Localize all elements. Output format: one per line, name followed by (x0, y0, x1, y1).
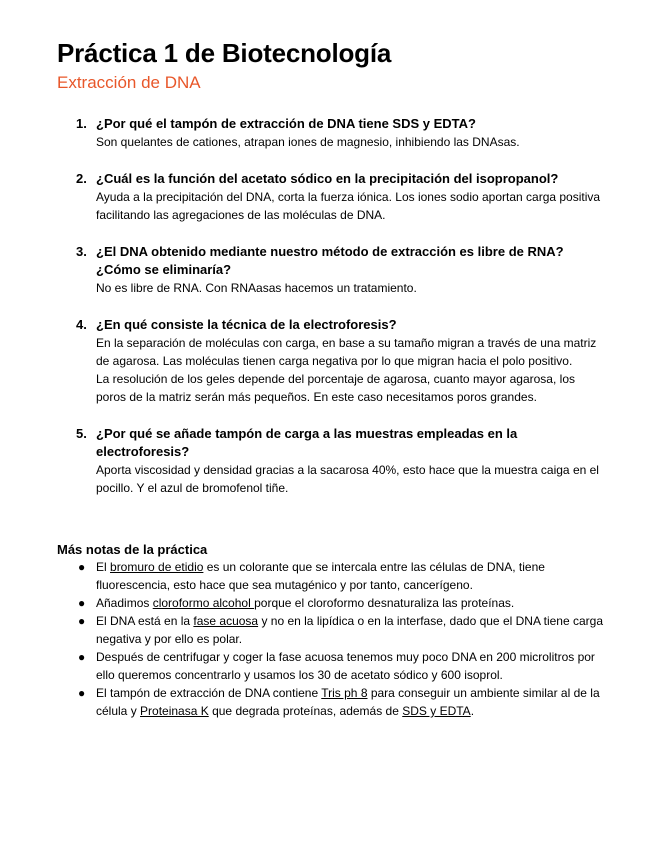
note-text: y no en la lipídica o en la interfase, dado que el DNA tiene carga negativa y por ello es polar. (96, 614, 603, 646)
question-number: 4. (76, 317, 87, 332)
answer-text: La resolución de los geles depende del porcentaje de agarosa, cuanto mayor agarosa, los poros de la matriz serán más pequeños. En este caso necesitamos poros grandes. (96, 372, 575, 404)
notes-heading: Más notas de la práctica (57, 542, 208, 557)
note-text: . (470, 704, 475, 718)
note-text: porque el cloroformo desnaturaliza las proteínas. (254, 596, 515, 610)
answer-text: Aporta viscosidad y densidad gracias a la sacarosa 40%, esto hace que la muestra caiga en el pocillo. Y el azul de bromofenol tiñe. (96, 463, 599, 495)
note-underlined-term: Tris ph 8 (321, 686, 368, 700)
note-text: El (96, 560, 111, 574)
bullet-icon: ● (78, 596, 86, 610)
note-item-2 (58, 594, 603, 612)
bullet-icon: ● (78, 650, 86, 664)
note-text: El DNA está en la (96, 614, 194, 628)
question-item-2 (58, 170, 603, 224)
page-subtitle: Extracción de DNA (57, 73, 201, 92)
question-number: 2. (76, 171, 87, 186)
note-text: El tampón de extracción de DNA contiene (96, 686, 322, 700)
question-item-5 (58, 425, 603, 497)
answer-text: En la separación de moléculas con carga, en base a su tamaño migran a través de una matriz de agarosa. Las moléculas tienen carga negativa por lo que migran hacia el polo positivo. (96, 336, 597, 368)
notes-list (58, 558, 603, 720)
answer-text: Ayuda a la precipitación del DNA, corta la fuerza iónica. Los iones sodio aportan carga positiva facilitando las agregaciones de las moléculas de DNA. (96, 190, 601, 222)
note-text: es un colorante que se intercala entre las células de DNA, tiene fluorescencia, esto hace que sea mutagénico y por tanto, cancerígeno. (96, 560, 545, 592)
note-underlined-term: cloroformo alcohol (152, 596, 255, 610)
question-number: 5. (76, 426, 87, 441)
note-text: que degrada proteínas, además de (208, 704, 403, 718)
answer-text: Son quelantes de cationes, atrapan iones de magnesio, inhibiendo las DNAsas. (96, 135, 520, 149)
note-text: Añadimos (96, 596, 153, 610)
question-text: ¿Cuál es la función del acetato sódico en la precipitación del isopropanol? (96, 171, 559, 186)
page-title: Práctica 1 de Biotecnología (57, 38, 392, 68)
note-item-5 (58, 684, 603, 720)
question-text: ¿Por qué se añade tampón de carga a las muestras empleadas en la electroforesis? (96, 426, 518, 459)
bullet-icon: ● (78, 614, 86, 628)
question-item-3 (58, 243, 603, 297)
question-text: ¿El DNA obtenido mediante nuestro método de extracción es libre de RNA? ¿Cómo se eliminaría? (96, 244, 564, 277)
question-number: 3. (76, 244, 87, 259)
question-number: 1. (76, 116, 87, 131)
note-underlined-term: SDS y EDTA (402, 704, 471, 718)
note-item-4 (58, 648, 603, 684)
bullet-icon: ● (78, 686, 86, 700)
question-item-4 (58, 316, 603, 406)
note-underlined-term: bromuro de etidio (110, 560, 204, 574)
note-underlined-term: fase acuosa (193, 614, 259, 628)
note-text: para conseguir un ambiente similar al de la célula y (96, 686, 600, 718)
note-text: Después de centrifugar y coger la fase acuosa tenemos muy poco DNA en 200 microlitros por ello queremos concentrarlo y usamos los 30 de acetato sódico y 600 isoprol. (96, 650, 595, 682)
question-item-1 (58, 115, 603, 151)
question-text: ¿En qué consiste la técnica de la electroforesis? (96, 317, 397, 332)
answer-text: No es libre de RNA. Con RNAasas hacemos un tratamiento. (96, 281, 417, 295)
questions-list (58, 115, 603, 516)
question-text: ¿Por qué el tampón de extracción de DNA tiene SDS y EDTA? (96, 116, 476, 131)
note-item-3 (58, 612, 603, 648)
bullet-icon: ● (78, 560, 86, 574)
note-underlined-term: Proteinasa K (140, 704, 209, 718)
note-item-1 (58, 558, 603, 594)
